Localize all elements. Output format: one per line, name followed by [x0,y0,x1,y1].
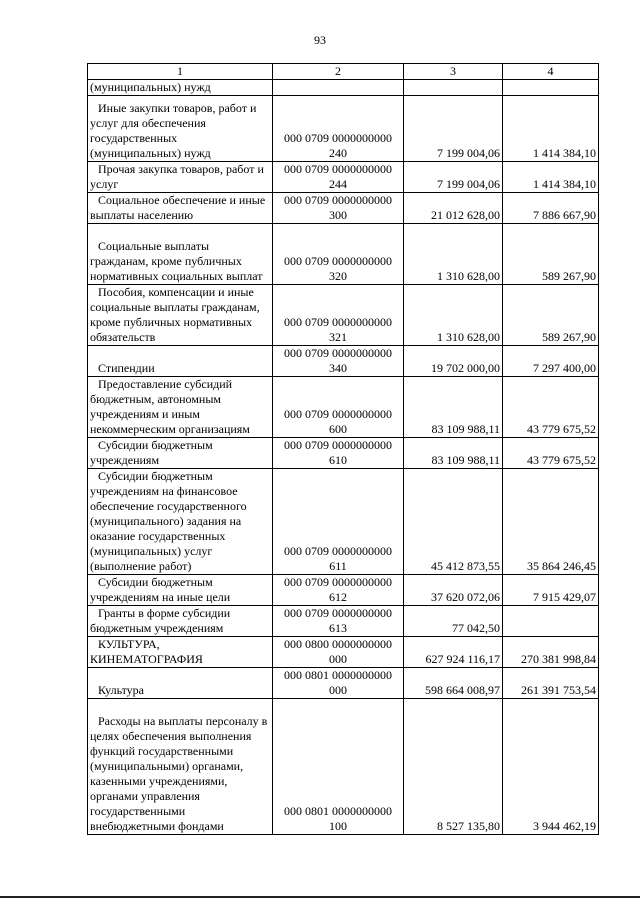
expense-name-cell: Гранты в форме субсидии бюджетным учреждениям [88,606,273,637]
table-row [88,606,599,637]
budget-code-cell [273,637,404,668]
budget-code-cell [273,193,404,224]
table-row [88,377,599,438]
amount-column-3: 598 664 008,97 [404,668,503,699]
budget-code-cell [273,346,404,377]
table-row [88,96,599,162]
table-row [88,668,599,699]
page-number: 93 [314,33,326,47]
column-header: 3 [404,64,503,80]
amount-column-4: 35 864 246,45 [503,469,599,575]
expense-type-code: 340 [329,361,347,375]
table-row [88,637,599,668]
expense-name-cell: Иные закупки товаров, работ и услуг для обеспечения государственных (муниципальных) нужд [88,96,273,162]
classification-code: 000 0709 0000000000 [284,193,392,207]
classification-code: 000 0801 0000000000 [284,668,392,682]
expense-type-code: 610 [329,453,347,467]
classification-code: 000 0709 0000000000 [284,315,392,329]
expense-name-cell: Социальное обеспечение и иные выплаты населению [88,193,273,224]
expense-type-code: 244 [329,177,347,191]
expense-type-code: 612 [329,590,347,604]
amount-column-3: 7 199 004,06 [404,96,503,162]
amount-column-3: 37 620 072,06 [404,575,503,606]
budget-code-cell [273,162,404,193]
classification-code: 000 0709 0000000000 [284,254,392,268]
expense-name-cell: Расходы на выплаты персоналу в целях обеспечения выполнения функций государственными (муниципальными) органами, казенными учреждениями, органами управления государственными внебюджетными фондами [88,699,273,835]
expense-name-cell: Предоставление субсидий бюджетным, автономным учреждениям и иным некоммерческим организациям [88,377,273,438]
table-row [88,346,599,377]
amount-column-4: 589 267,90 [503,285,599,346]
amount-column-4: 7 915 429,07 [503,575,599,606]
column-header: 1 [88,64,273,80]
amount-column-3: 1 310 628,00 [404,285,503,346]
amount-column-4: 1 414 384,10 [503,162,599,193]
expense-type-code: 611 [329,559,347,573]
budget-code-cell [273,668,404,699]
budget-code-cell [273,80,404,96]
column-header: 4 [503,64,599,80]
expense-type-code: 613 [329,621,347,635]
expense-type-code: 240 [329,146,347,160]
column-header: 2 [273,64,404,80]
expense-name-cell: Субсидии бюджетным учреждениям на иные цели [88,575,273,606]
expense-name-cell: Субсидии бюджетным учреждениям [88,438,273,469]
amount-column-3: 19 702 000,00 [404,346,503,377]
budget-code-cell [273,285,404,346]
classification-code: 000 0709 0000000000 [284,575,392,589]
expense-type-code: 300 [329,208,347,222]
budget-code-cell [273,224,404,285]
table-row [88,80,599,96]
expense-name-cell: Субсидии бюджетным учреждениям на финансовое обеспечение государственного (муниципального) задания на оказание государственных (муниципальных) услуг (выполнение работ) [88,469,273,575]
classification-code: 000 0709 0000000000 [284,162,392,176]
amount-column-4: 3 944 462,19 [503,699,599,835]
amount-column-3: 45 412 873,55 [404,469,503,575]
page-bottom-edge [0,896,640,898]
amount-column-4: 7 297 400,00 [503,346,599,377]
amount-column-3: 77 042,50 [404,606,503,637]
expense-type-code: 000 [329,652,347,666]
amount-column-3: 21 012 628,00 [404,193,503,224]
table-row [88,469,599,575]
amount-column-4: 589 267,90 [503,224,599,285]
amount-column-4: 270 381 998,84 [503,637,599,668]
expense-type-code: 000 [329,683,347,697]
expense-name-cell: Прочая закупка товаров, работ и услуг [88,162,273,193]
expense-type-code: 100 [329,819,347,833]
expense-type-code: 320 [329,269,347,283]
table-row [88,193,599,224]
amount-column-3 [404,80,503,96]
expense-name-cell: КУЛЬТУРА, КИНЕМАТОГРАФИЯ [88,637,273,668]
classification-code: 000 0709 0000000000 [284,606,392,620]
table-row [88,162,599,193]
table-row [88,699,599,835]
classification-code: 000 0709 0000000000 [284,438,392,452]
classification-code: 000 0709 0000000000 [284,131,392,145]
amount-column-3: 1 310 628,00 [404,224,503,285]
budget-code-cell [273,575,404,606]
classification-code: 000 0709 0000000000 [284,407,392,421]
classification-code: 000 0800 0000000000 [284,637,392,651]
amount-column-4: 7 886 667,90 [503,193,599,224]
table-row [88,285,599,346]
budget-code-cell [273,438,404,469]
expense-type-code: 600 [329,422,347,436]
expense-name-cell: Пособия, компенсации и иные социальные выплаты гражданам, кроме публичных нормативных обязательств [88,285,273,346]
expense-type-code: 321 [329,330,347,344]
amount-column-4: 261 391 753,54 [503,668,599,699]
amount-column-3: 83 109 988,11 [404,377,503,438]
amount-column-3: 627 924 116,17 [404,637,503,668]
table-header-row [88,64,599,80]
expense-name-cell: Стипендии [88,346,273,377]
amount-column-4 [503,606,599,637]
classification-code: 000 0709 0000000000 [284,544,392,558]
expense-name-cell: Социальные выплаты гражданам, кроме публичных нормативных социальных выплат [88,224,273,285]
budget-code-cell [273,96,404,162]
budget-code-cell [273,606,404,637]
budget-code-cell [273,377,404,438]
amount-column-4 [503,80,599,96]
amount-column-3: 8 527 135,80 [404,699,503,835]
amount-column-4: 1 414 384,10 [503,96,599,162]
expense-name-cell: (муниципальных) нужд [88,80,273,96]
table-row [88,224,599,285]
amount-column-3: 7 199 004,06 [404,162,503,193]
classification-code: 000 0801 0000000000 [284,804,392,818]
amount-column-4: 43 779 675,52 [503,438,599,469]
classification-code: 000 0709 0000000000 [284,346,392,360]
budget-table [87,63,599,835]
budget-code-cell [273,469,404,575]
table-row [88,575,599,606]
table-row [88,438,599,469]
expense-name-cell: Культура [88,668,273,699]
amount-column-4: 43 779 675,52 [503,377,599,438]
amount-column-3: 83 109 988,11 [404,438,503,469]
budget-code-cell [273,699,404,835]
